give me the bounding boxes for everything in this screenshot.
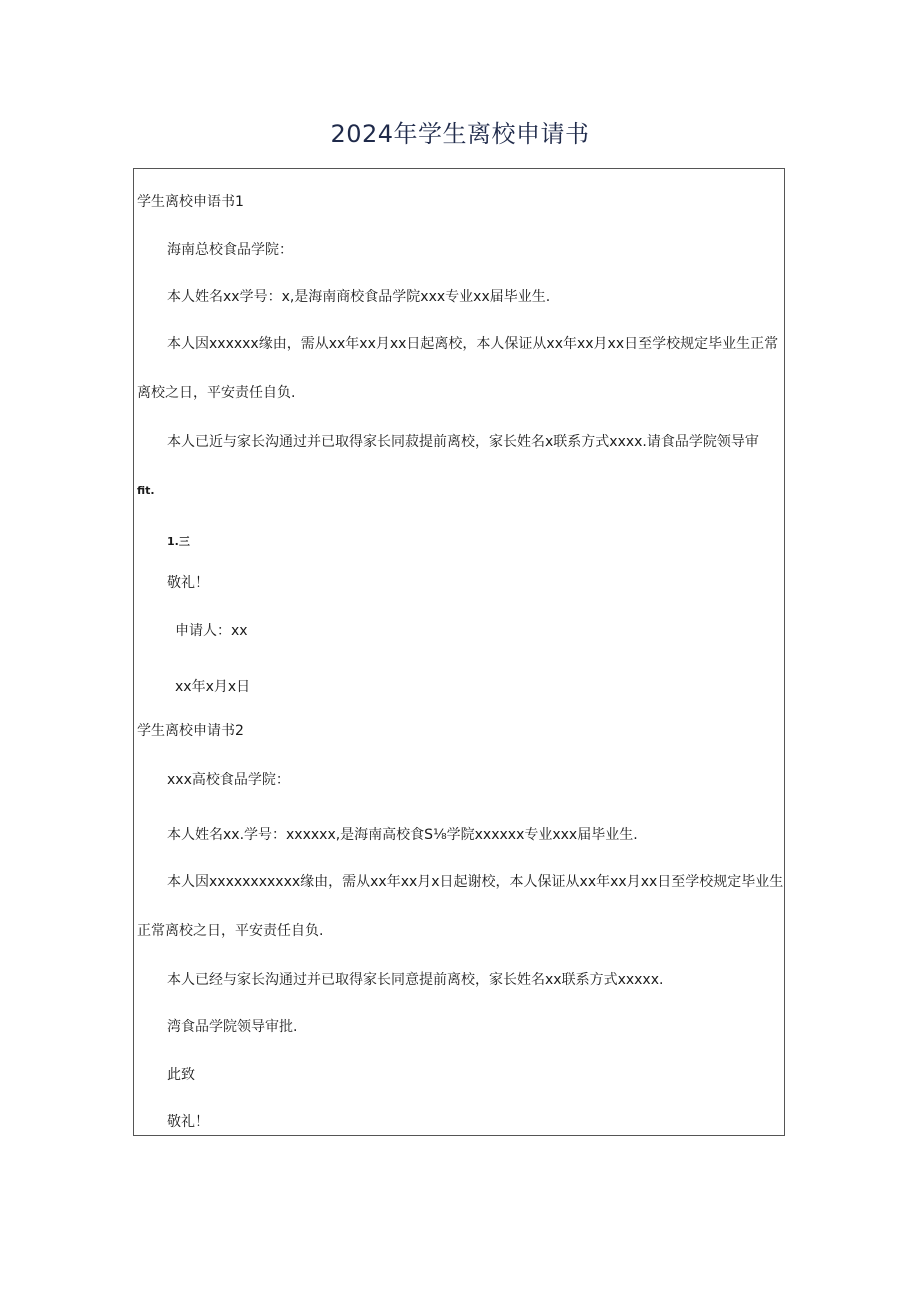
letter1-heading: 学生离校申语书1 bbox=[137, 194, 244, 210]
letter1-recipient: 海南总校食品学院： bbox=[167, 242, 293, 258]
letter2-paragraph-1: 本人姓名xx.学号：xxxxxx,是海南高校食S⅛学院xxxxxx专业xxx届毕业生. bbox=[167, 827, 638, 843]
letter2-paragraph-3: 本人已经与家长沟通过并已取得家长同意提前离校，家长姓名xx联系方式xxxxx. bbox=[167, 972, 664, 988]
page-title: 2024年学生离校申请书 bbox=[330, 120, 590, 148]
letter2-paragraph-2-line-2: 正常离校之日，平安责任自负. bbox=[137, 923, 324, 939]
document-body bbox=[133, 168, 785, 1136]
letter2-closing: 此致 bbox=[167, 1067, 195, 1083]
letter2-heading: 学生离校申请书2 bbox=[137, 723, 244, 739]
letter1-paragraph-2-line-2: 离校之日，平安责任自负. bbox=[137, 385, 296, 401]
letter1-date: xx年x月x日 bbox=[175, 679, 251, 695]
letter1-applicant: 申请人：xx bbox=[175, 623, 248, 639]
letter1-list-item: 1.三 bbox=[167, 535, 190, 548]
letter2-paragraph-2-line-1: 本人因xxxxxxxxxxx缘由，需从xx年xx月x日起谢校，本人保证从xx年xx月xx日至学校规定毕业生 bbox=[167, 874, 784, 890]
letter1-paragraph-1: 本人姓名xx学号：x,是海南商校食品学院xxx专业xx届毕业生. bbox=[167, 289, 551, 305]
letter2-paragraph-4: 湾食品学院领导审批. bbox=[167, 1019, 298, 1035]
letter1-paragraph-3-line-2: fit. bbox=[137, 484, 155, 497]
letter1-paragraph-3-line-1: 本人已近与家长沟通过并已取得家长同菽提前离校，家长姓名x联系方式xxxx.请食品学院领导审 bbox=[167, 434, 759, 450]
letter1-paragraph-2-line-1: 本人因xxxxxx缘由，需从xx年xx月xx日起离校，本人保证从xx年xx月xx日至学校规定毕业生正常 bbox=[167, 336, 779, 352]
letter2-salute: 敬礼！ bbox=[167, 1114, 209, 1130]
letter1-salute: 敬礼！ bbox=[167, 575, 209, 591]
letter2-recipient: xxx高校食品学院： bbox=[167, 772, 290, 788]
